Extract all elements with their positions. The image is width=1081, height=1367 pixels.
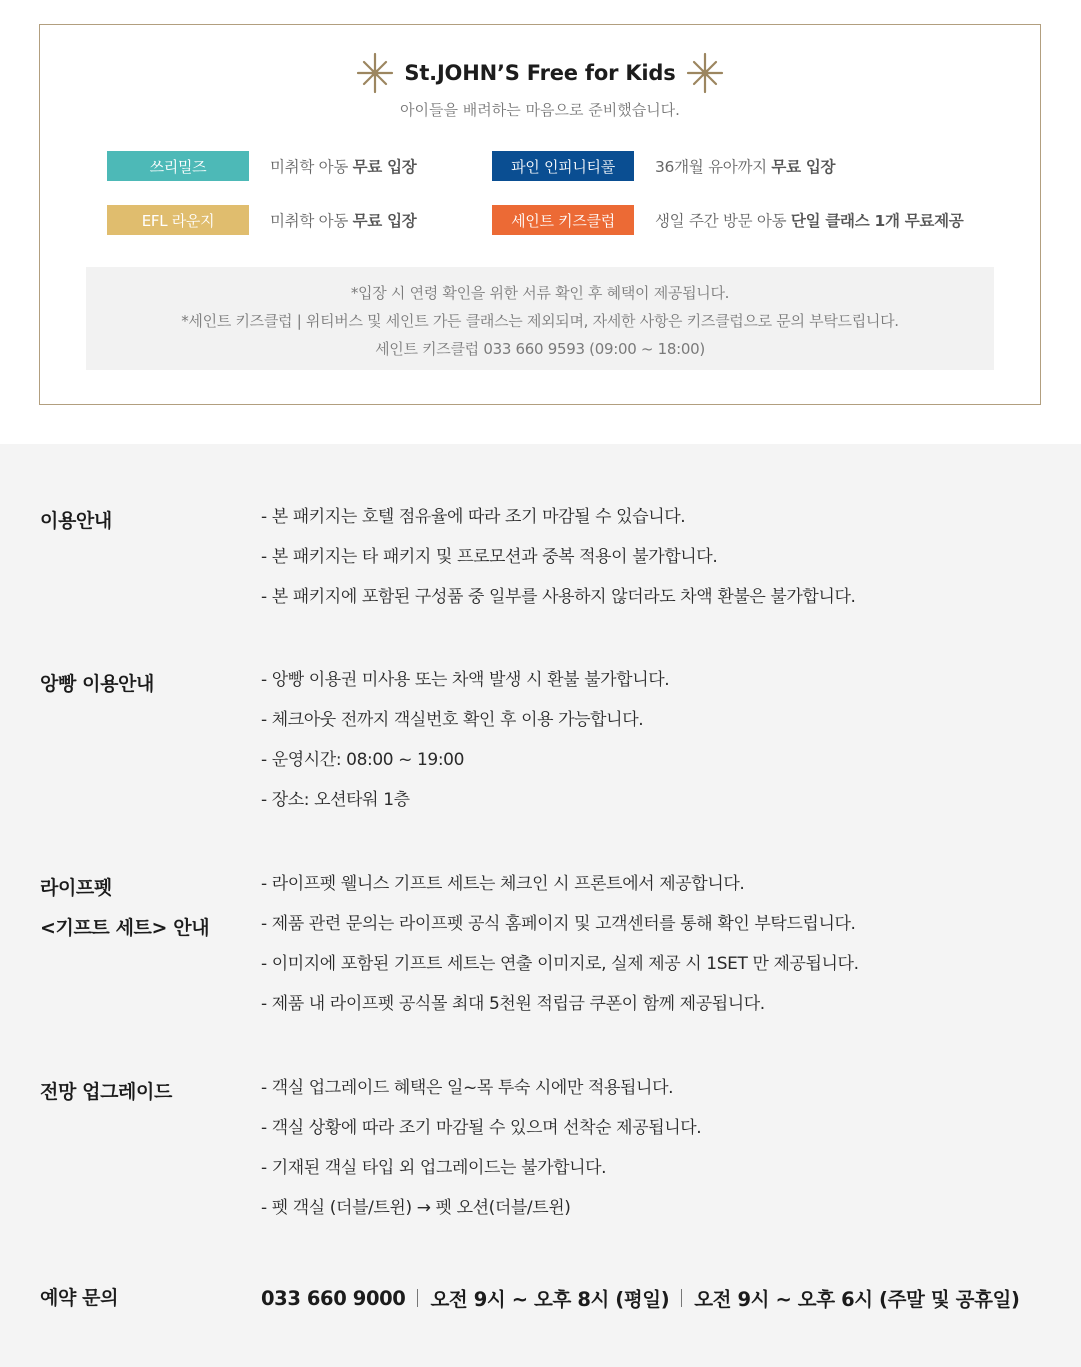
section-title — [40, 664, 154, 704]
benefit-badge: 쓰리밀즈 — [107, 151, 249, 181]
benefit-efl-lounge — [107, 205, 416, 235]
list-item: - 앙빵 이용권 미사용 또는 차액 발생 시 환불 불가합니다. — [261, 670, 670, 690]
kids-note: 세인트 키즈클럽 033 660 9593 (09:00 ~ 18:00) — [375, 340, 705, 358]
list-item: - 장소: 오션타워 1층 — [261, 790, 410, 810]
list-item: - 본 패키지에 포함된 구성품 중 일부를 사용하지 않더라도 차액 환불은 불가합니다. — [261, 587, 856, 607]
benefit-desc-bold: 무료 입장 — [771, 158, 836, 176]
list-item: - 본 패키지는 호텔 점유율에 따라 조기 마감될 수 있습니다. — [261, 507, 686, 527]
benefit-description — [270, 209, 416, 231]
section-title-line: 전망 업그레이드 — [40, 1081, 172, 1103]
list-item: - 객실 상황에 따라 조기 마감될 수 있으며 선착순 제공됩니다. — [261, 1118, 702, 1138]
sparkle-star-icon — [356, 51, 394, 95]
section-item-list — [261, 660, 669, 820]
contact-phone[interactable]: 033 660 9000 — [261, 1286, 406, 1310]
benefit-infinity-pool — [492, 151, 835, 181]
section-item-list — [261, 864, 859, 1024]
benefit-badge: EFL 라운지 — [107, 205, 249, 235]
list-item: - 제품 내 라이프펫 공식몰 최대 5천원 적립금 쿠폰이 함께 제공됩니다. — [261, 994, 765, 1014]
list-item: - 제품 관련 문의는 라이프펫 공식 홈페이지 및 고객센터를 통해 확인 부탁드립니다. — [261, 914, 856, 934]
list-item: - 펫 객실 (더블/트윈) → 펫 오션(더블/트윈) — [261, 1198, 571, 1218]
contact-weekday-hours: 오전 9시 ~ 오후 8시 (평일) — [430, 1288, 670, 1311]
kids-benefit-box — [39, 24, 1041, 405]
section-item-list — [261, 497, 856, 617]
benefit-three-meals — [107, 151, 416, 181]
benefit-desc-plain: 미취학 아동 — [270, 158, 353, 176]
section-title — [40, 501, 112, 541]
list-item: - 라이프펫 웰니스 기프트 세트는 체크인 시 프론트에서 제공합니다. — [261, 874, 745, 894]
list-item: - 이미지에 포함된 기프트 세트는 연출 이미지로, 실제 제공 시 1SET 만 제공됩니다. — [261, 954, 859, 974]
list-item: - 본 패키지는 타 패키지 및 프로모션과 중복 적용이 불가합니다. — [261, 547, 718, 567]
kids-title: St.JOHN’S Free for Kids — [404, 61, 676, 85]
benefit-description — [655, 209, 963, 231]
section-title-line: <기프트 세트> 안내 — [40, 917, 210, 939]
section-title-line: 라이프펫 — [40, 877, 112, 899]
contact-title: 예약 문의 — [40, 1287, 119, 1309]
benefit-desc-plain: 미취학 아동 — [270, 212, 353, 230]
benefit-description — [655, 155, 835, 177]
kids-title-row — [40, 51, 1040, 95]
contact-weekend-hours: 오전 9시 ~ 오후 6시 (주말 및 공휴일) — [694, 1288, 1020, 1311]
benefit-description — [270, 155, 416, 177]
list-item: - 객실 업그레이드 혜택은 일~목 투숙 시에만 적용됩니다. — [261, 1078, 674, 1098]
kids-subtitle: 아이들을 배려하는 마음으로 준비했습니다. — [400, 101, 680, 119]
section-title-line: 앙빵 이용안내 — [40, 673, 154, 695]
list-item: - 체크아웃 전까지 객실번호 확인 후 이용 가능합니다. — [261, 710, 644, 730]
contact-info-row — [261, 1278, 1019, 1318]
benefit-desc-bold: 단일 클래스 1개 무료제공 — [790, 212, 964, 230]
benefit-kids-club — [492, 205, 963, 235]
benefit-desc-plain: 생일 주간 방문 아동 — [655, 212, 791, 230]
kids-note: *세인트 키즈클럽 | 위티버스 및 세인트 가든 클래스는 제외되며, 자세한 사항은 키즈클럽으로 문의 부탁드립니다. — [181, 312, 899, 330]
list-item: - 운영시간: 08:00 ~ 19:00 — [261, 750, 464, 770]
section-item-list — [261, 1068, 701, 1228]
list-item: - 기재된 객실 타입 외 업그레이드는 불가합니다. — [261, 1158, 607, 1178]
divider — [681, 1289, 682, 1307]
benefit-desc-plain: 36개월 유아까지 — [655, 158, 772, 176]
benefit-desc-bold: 무료 입장 — [352, 212, 417, 230]
section-title — [40, 1072, 172, 1112]
kids-promo-area — [0, 0, 1081, 444]
benefit-badge: 세인트 키즈클럽 — [492, 205, 634, 235]
kids-note: *입장 시 연령 확인을 위한 서류 확인 후 혜택이 제공됩니다. — [350, 284, 730, 302]
benefit-badge: 파인 인피니티풀 — [492, 151, 634, 181]
section-title-line: 이용안내 — [40, 510, 112, 532]
kids-notice-box — [86, 267, 994, 370]
benefit-desc-bold: 무료 입장 — [352, 158, 417, 176]
divider — [417, 1289, 418, 1307]
info-area — [0, 444, 1081, 1367]
sparkle-star-icon — [686, 51, 724, 95]
section-title — [40, 868, 209, 948]
